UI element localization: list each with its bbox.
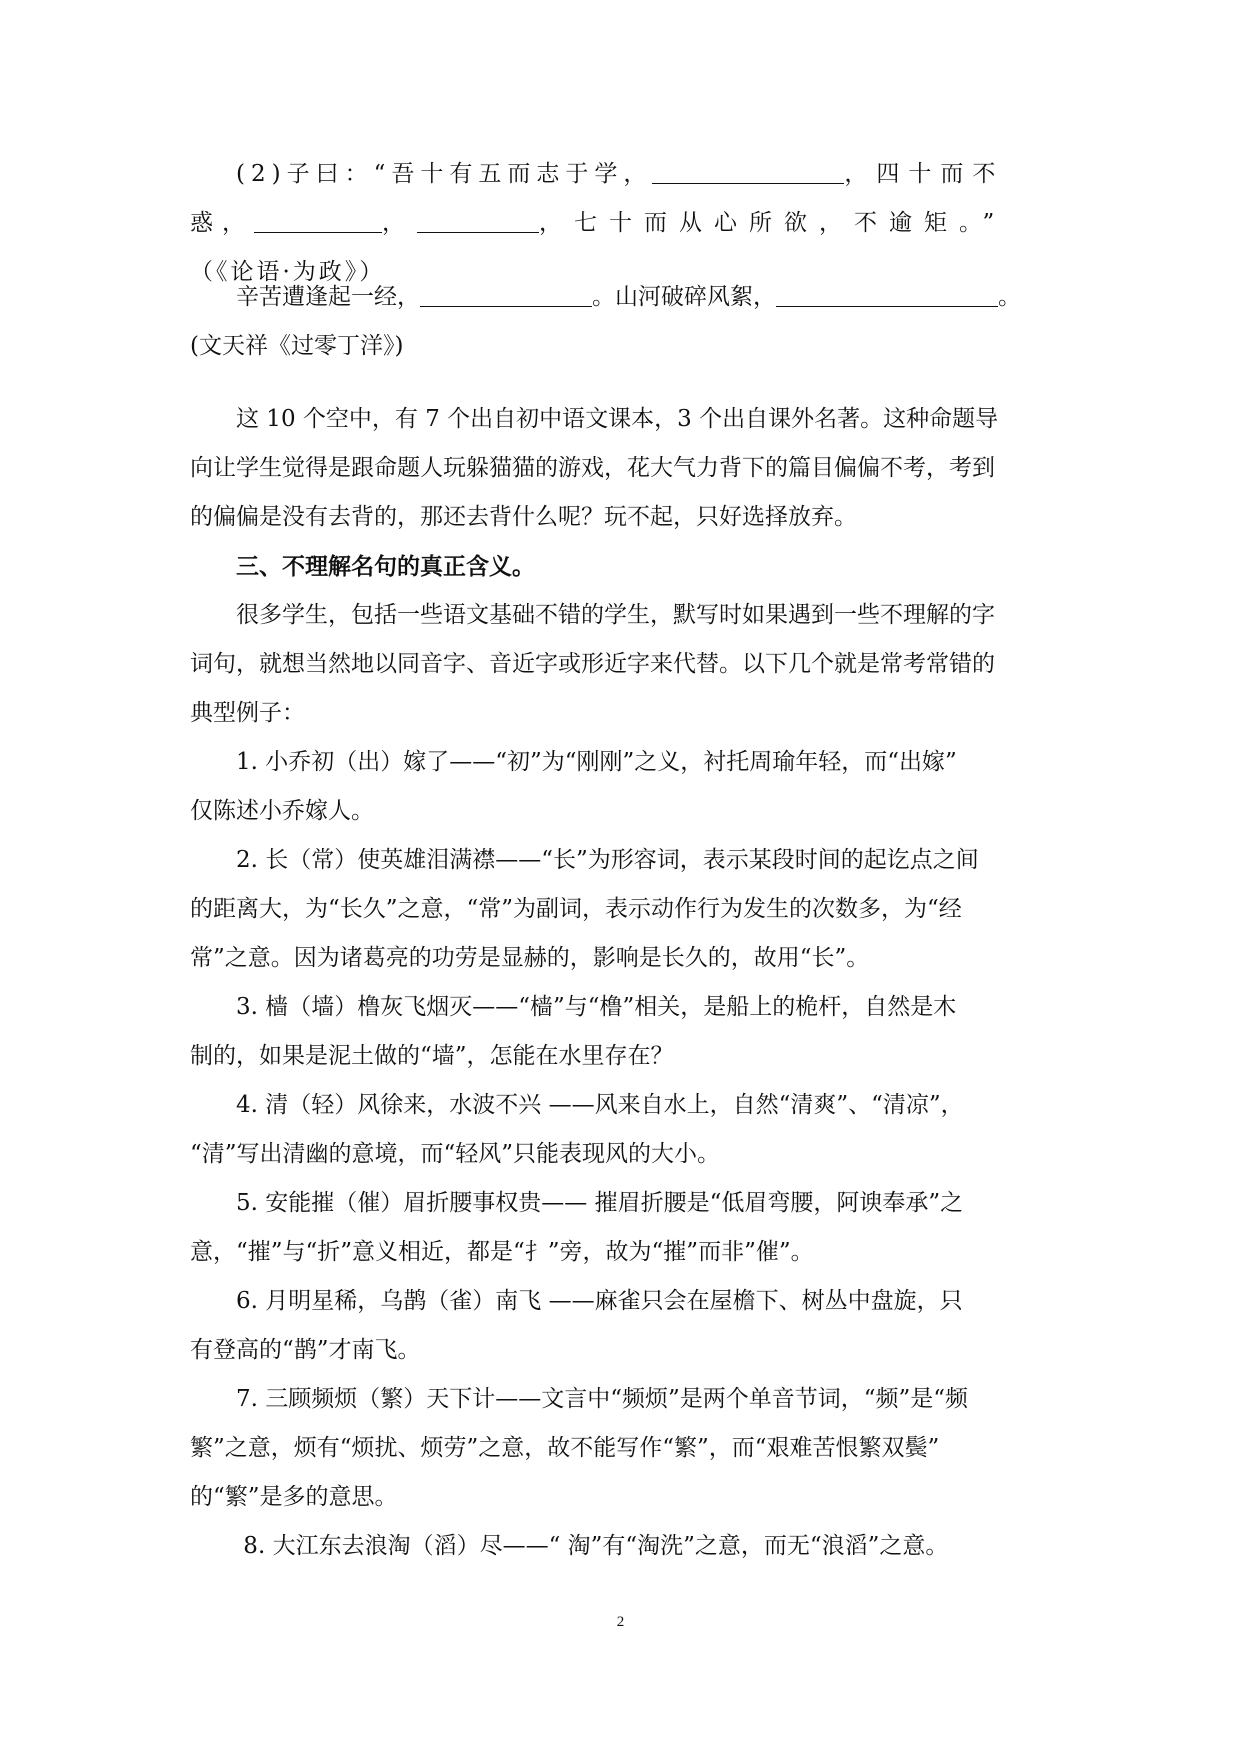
paragraph-line: 这 10 个空中，有 7 个出自初中语文课本，3 个出自课外名著。这种命题导 [236,406,999,432]
q2-text-d: ， [382,210,417,236]
poem-question [190,273,1070,371]
q2-source: （《论语·为政》） [190,259,386,285]
example-line: 5. 安能摧（催）眉折腰事权贵—— 摧眉折腰是“低眉弯腰，阿谀奉承”之 [236,1190,964,1216]
example-8 [190,1522,1070,1571]
example-2 [190,836,1070,983]
example-line: 1. 小乔初（出）嫁了——“初”为“刚刚”之义，衬托周瑜年轻，而“出嫁” [236,749,957,775]
paragraph-line: 很多学生，包括一些语文基础不错的学生，默写时如果遇到一些不理解的字 [236,602,995,628]
example-line: 繁”之意，烦有“烦扰、烦劳”之意，故不能写作“繁”，而“艰难苦恨繁双鬓” [190,1435,940,1461]
q2-text-a: (2)子曰：“吾十有五而志于学， [236,161,653,187]
example-line: 7. 三顾频烦（繁）天下计——文言中“频烦”是两个单音节词，“频”是“频 [236,1386,969,1412]
paragraph-line: 的偏偏是没有去背的，那还去背什么呢？玩不起，只好选择放弃。 [190,504,857,530]
example-line: 制的，如果是泥土做的“墙”，怎能在水里存在？ [190,1043,674,1069]
example-line: 4. 清（轻）风徐来，水波不兴 ——风来自水上，自然“清爽”、“清凉”， [236,1092,964,1118]
example-line: 的距离大，为“长久”之意，“常”为副词，表示动作行为发生的次数多，为“经 [190,896,962,922]
section-heading-3 [190,542,1070,591]
paragraph-ten-blanks [190,395,1070,542]
example-5 [190,1179,1070,1277]
example-line: 意，“摧”与“折”意义相近，都是“扌”旁，故为“摧”而非”催”。 [190,1239,814,1265]
poem-text-c: 。 [998,284,1021,310]
poem-line-1 [190,273,1070,322]
example-4 [190,1081,1070,1179]
example-line: 有登高的“鹊”才南飞。 [190,1337,421,1363]
paragraph-line: 词句，就想当然地以同音字、音近字或形近字来代替。以下几个就是常考常错的 [190,651,995,677]
q2-text-e: ，七十而从心所欲，不逾矩。” [539,210,1007,236]
fill-blank [254,208,382,233]
example-7 [190,1375,1070,1522]
example-line: 仅陈述小乔嫁人。 [190,798,374,824]
paragraph-line: 向让学生觉得是跟命题人玩躲猫猫的游戏，花大气力背下的篇目偏偏不考，考到 [190,455,995,481]
example-line: 6. 月明星稀，乌鹊（雀）南飞 ——麻雀只会在屋檐下、树丛中盘旋，只 [236,1288,963,1314]
fill-blank [776,282,998,307]
poem-text-a: 辛苦遭逢起一经， [236,284,420,310]
example-line: “清”写出清幽的意境，而“轻风”只能表现风的大小。 [190,1141,721,1167]
paragraph-line: 典型例子： [190,700,305,726]
q2-line-1 [190,150,1070,199]
example-line: 的“繁”是多的意思。 [190,1484,398,1510]
poem-source: (文天祥《过零丁洋》) [190,333,404,359]
q2-line-2 [190,199,1070,248]
example-line: 常”之意。因为诸葛亮的功劳是显赫的，影响是长久的，故用“长”。 [190,945,870,971]
example-3 [190,983,1070,1081]
example-6 [190,1277,1070,1375]
paragraph-intro [190,591,1070,738]
example-line: 8. 大江东去浪淘（滔）尽——“ 淘”有“淘洗”之意，而无“浪滔”之意。 [236,1533,949,1559]
fill-blank [417,208,539,233]
example-line: 3. 樯（墙）橹灰飞烟灭——“樯”与“橹”相关，是船上的桅杆，自然是木 [236,994,957,1020]
page-number: 2 [616,1614,625,1630]
fill-blank [420,282,592,307]
heading-text: 三、不理解名句的真正含义。 [236,553,535,580]
example-1 [190,738,1070,836]
q2-text-c: 惑， [190,210,254,236]
fill-blank [652,159,844,184]
q2-text-b: ，四十而不 [844,161,1005,187]
example-line: 2. 长（常）使英雄泪满襟——“长”为形容词，表示某段时间的起讫点之间 [236,847,979,873]
poem-text-b: 。山河破碎风絮， [592,284,776,310]
